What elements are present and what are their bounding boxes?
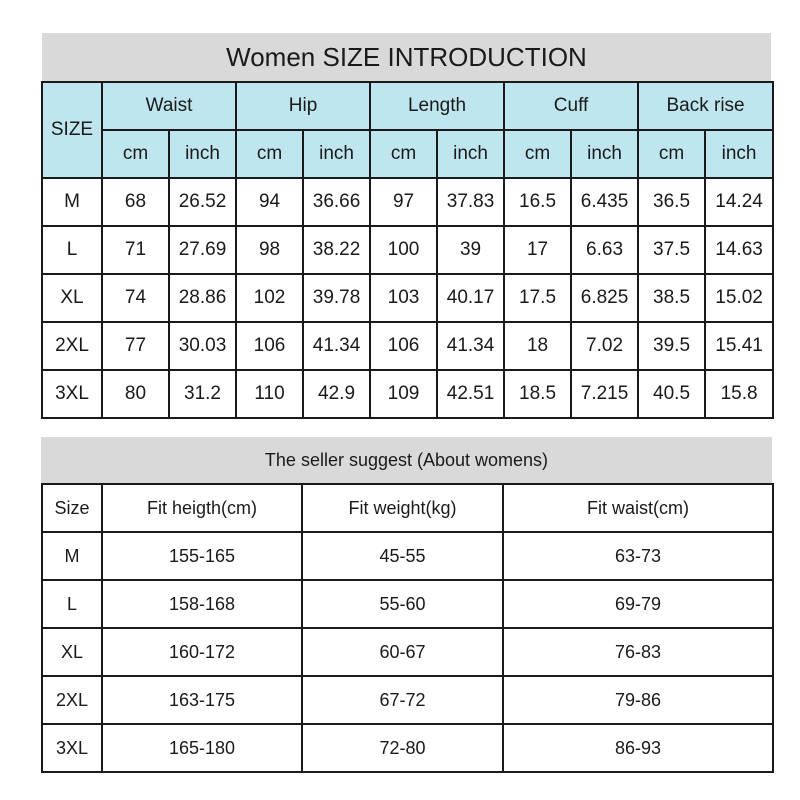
table-row: [42, 226, 773, 274]
fit-cell: 69-79: [503, 580, 773, 628]
fit-cell: 155-165: [102, 532, 302, 580]
measure-cell: 80: [102, 370, 169, 418]
measure-cell: 36.66: [303, 178, 370, 226]
unit-header-inch: inch: [437, 130, 504, 178]
unit-header-cm: cm: [638, 130, 705, 178]
measure-cell: 97: [370, 178, 437, 226]
measure-group-header: Cuff: [504, 82, 638, 130]
measure-cell: 42.9: [303, 370, 370, 418]
suggest-column-header: Fit waist(cm): [503, 484, 773, 532]
size-cell: L: [42, 226, 102, 274]
table-row: [42, 274, 773, 322]
measure-cell: 110: [236, 370, 303, 418]
size-cell: M: [42, 532, 102, 580]
measure-cell: 71: [102, 226, 169, 274]
measure-cell: 74: [102, 274, 169, 322]
fit-cell: 45-55: [302, 532, 503, 580]
fit-cell: 60-67: [302, 628, 503, 676]
unit-header-inch: inch: [705, 130, 773, 178]
measure-cell: 37.83: [437, 178, 504, 226]
fit-cell: 63-73: [503, 532, 773, 580]
measure-cell: 31.2: [169, 370, 236, 418]
measure-group-header: Length: [370, 82, 504, 130]
size-cell: 2XL: [42, 322, 102, 370]
fit-cell: 76-83: [503, 628, 773, 676]
unit-header-cm: cm: [236, 130, 303, 178]
measure-cell: 15.02: [705, 274, 773, 322]
fit-cell: 55-60: [302, 580, 503, 628]
measure-cell: 14.63: [705, 226, 773, 274]
measure-cell: 17: [504, 226, 571, 274]
measure-cell: 7.215: [571, 370, 638, 418]
measure-cell: 26.52: [169, 178, 236, 226]
measure-cell: 6.63: [571, 226, 638, 274]
fit-cell: 79-86: [503, 676, 773, 724]
size-cell: 2XL: [42, 676, 102, 724]
table-row: [42, 724, 773, 772]
measure-cell: 38.5: [638, 274, 705, 322]
unit-header-cm: cm: [504, 130, 571, 178]
measure-cell: 18.5: [504, 370, 571, 418]
measure-cell: 39.5: [638, 322, 705, 370]
measure-cell: 14.24: [705, 178, 773, 226]
measure-cell: 28.86: [169, 274, 236, 322]
measure-cell: 109: [370, 370, 437, 418]
table-row: [42, 322, 773, 370]
measure-cell: 15.8: [705, 370, 773, 418]
measure-cell: 7.02: [571, 322, 638, 370]
measure-cell: 16.5: [504, 178, 571, 226]
seller-suggest-table: [41, 483, 774, 773]
suggest-column-header: Fit weight(kg): [302, 484, 503, 532]
measure-cell: 30.03: [169, 322, 236, 370]
measure-cell: 6.825: [571, 274, 638, 322]
fit-cell: 165-180: [102, 724, 302, 772]
suggest-column-header: Fit heigth(cm): [102, 484, 302, 532]
measure-cell: 102: [236, 274, 303, 322]
measure-cell: 68: [102, 178, 169, 226]
size-cell: L: [42, 580, 102, 628]
size-cell: 3XL: [42, 724, 102, 772]
measure-cell: 39: [437, 226, 504, 274]
measure-cell: 27.69: [169, 226, 236, 274]
measure-cell: 42.51: [437, 370, 504, 418]
unit-header-cm: cm: [102, 130, 169, 178]
measure-cell: 40.17: [437, 274, 504, 322]
measure-cell: 41.34: [303, 322, 370, 370]
measure-cell: 38.22: [303, 226, 370, 274]
table-row: [42, 370, 773, 418]
measure-group-header: Waist: [102, 82, 236, 130]
size-intro-title: Women SIZE INTRODUCTION: [42, 33, 771, 81]
measure-cell: 18: [504, 322, 571, 370]
measure-cell: 36.5: [638, 178, 705, 226]
fit-cell: 158-168: [102, 580, 302, 628]
table-row: [42, 532, 773, 580]
table-row: [42, 628, 773, 676]
measure-cell: 40.5: [638, 370, 705, 418]
fit-cell: 163-175: [102, 676, 302, 724]
measure-cell: 106: [236, 322, 303, 370]
measure-cell: 37.5: [638, 226, 705, 274]
measure-cell: 94: [236, 178, 303, 226]
table-row: [42, 676, 773, 724]
unit-header-inch: inch: [571, 130, 638, 178]
size-introduction-table: [41, 81, 774, 419]
measure-group-header: Back rise: [638, 82, 773, 130]
seller-suggest-title: The seller suggest (About womens): [41, 437, 772, 483]
measure-cell: 103: [370, 274, 437, 322]
table-row: [42, 580, 773, 628]
suggest-column-header: Size: [42, 484, 102, 532]
measure-cell: 39.78: [303, 274, 370, 322]
measure-cell: 6.435: [571, 178, 638, 226]
size-cell: XL: [42, 274, 102, 322]
size-cell: M: [42, 178, 102, 226]
unit-header-inch: inch: [169, 130, 236, 178]
measure-cell: 98: [236, 226, 303, 274]
fit-cell: 67-72: [302, 676, 503, 724]
measure-cell: 106: [370, 322, 437, 370]
size-column-header: SIZE: [42, 82, 102, 178]
measure-cell: 17.5: [504, 274, 571, 322]
size-cell: XL: [42, 628, 102, 676]
unit-header-inch: inch: [303, 130, 370, 178]
fit-cell: 160-172: [102, 628, 302, 676]
measure-cell: 77: [102, 322, 169, 370]
measure-cell: 15.41: [705, 322, 773, 370]
table-row: [42, 178, 773, 226]
measure-cell: 100: [370, 226, 437, 274]
unit-header-cm: cm: [370, 130, 437, 178]
measure-cell: 41.34: [437, 322, 504, 370]
size-cell: 3XL: [42, 370, 102, 418]
fit-cell: 86-93: [503, 724, 773, 772]
measure-group-header: Hip: [236, 82, 370, 130]
fit-cell: 72-80: [302, 724, 503, 772]
